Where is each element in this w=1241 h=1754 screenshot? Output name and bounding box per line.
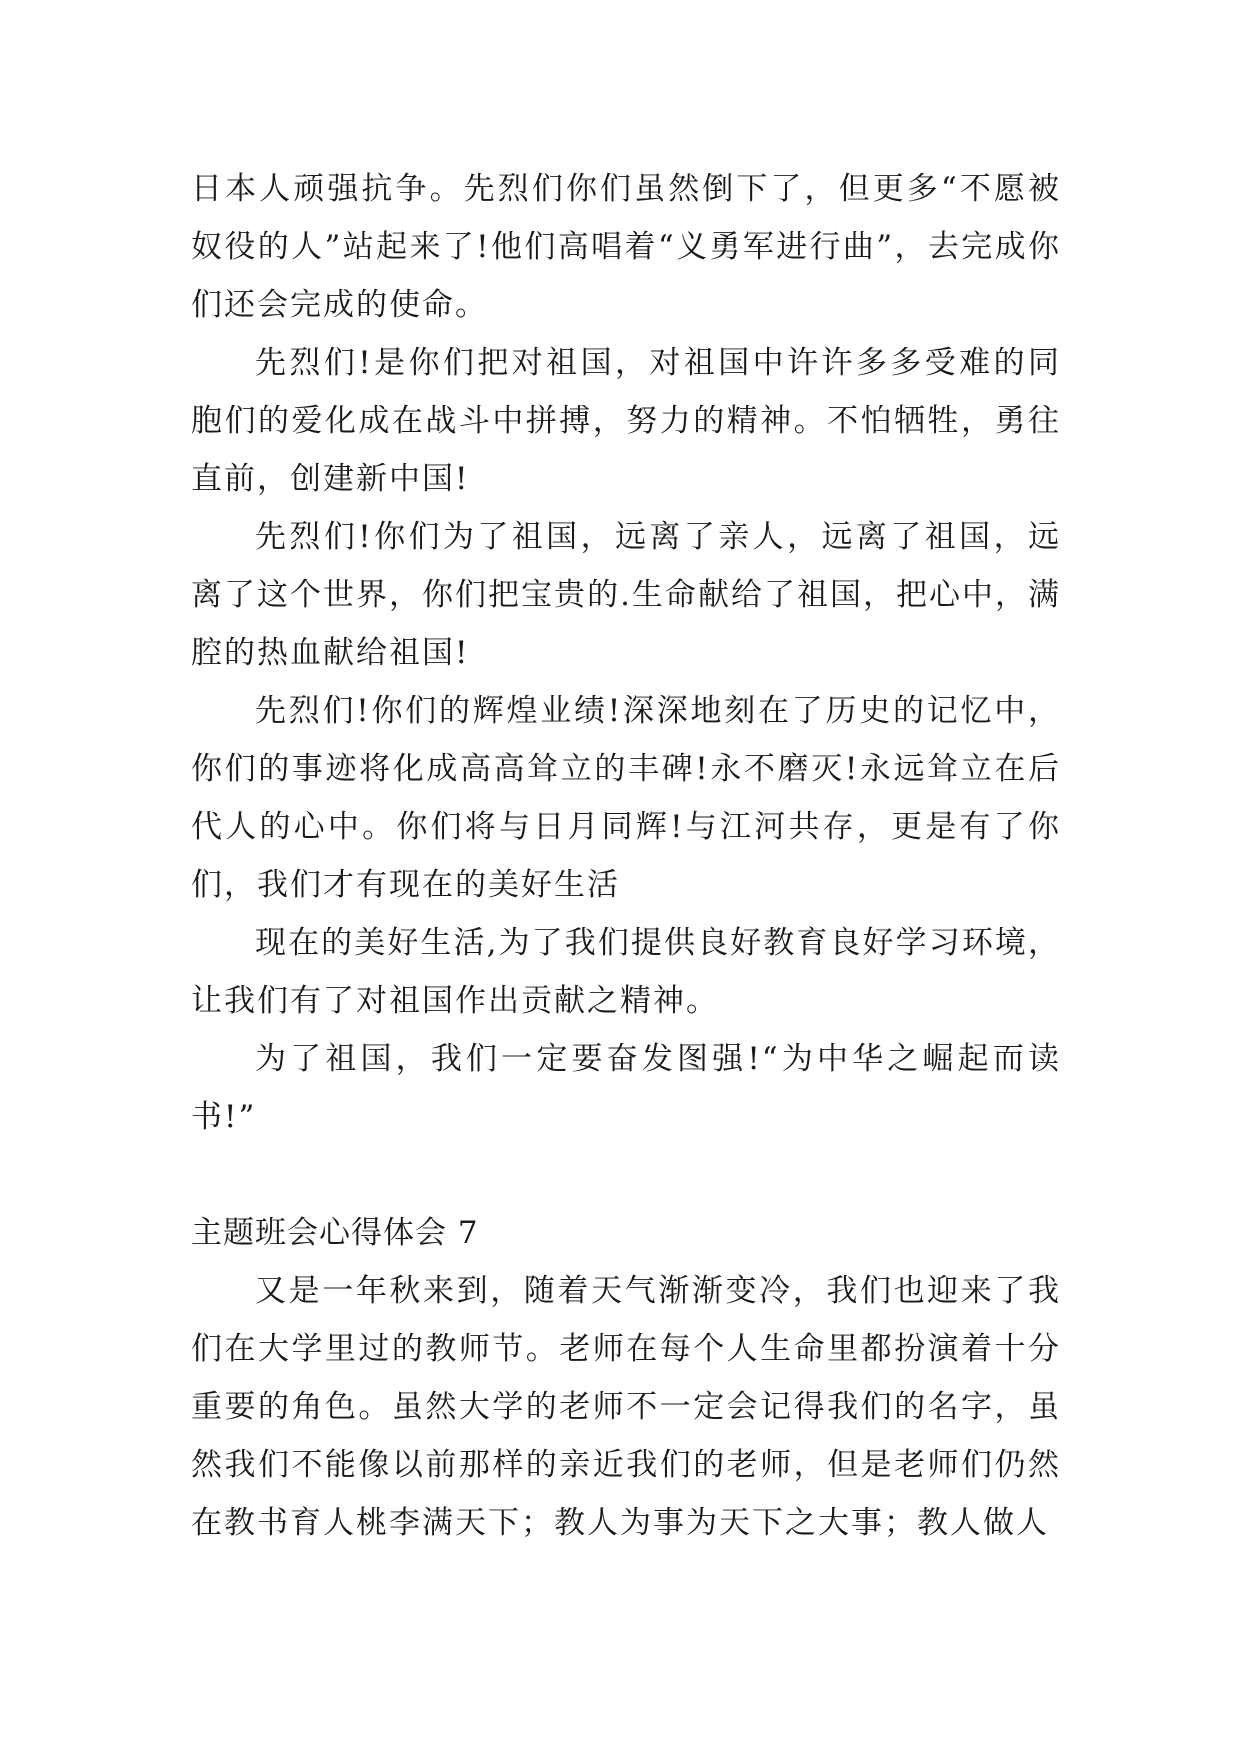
paragraph-3: 先烈们!你们为了祖国，远离了亲人，远离了祖国，远离了这个世界，你们把宝贵的.生命献给了祖国，把心中，满腔的热血献给祖国! (191, 519, 1061, 671)
paragraph-1: 日本人顽强抗争。先烈们你们虽然倒下了，但更多“不愿被奴役的人”站起来了!他们高唱着“义勇军进行曲”，去完成你们还会完成的使命。 (191, 171, 1061, 323)
document-body (191, 160, 1061, 1552)
paragraph-5: 现在的美好生活,为了我们提供良好教育良好学习环境，让我们有了对祖国作出贡献之精神。 (191, 925, 1061, 1019)
paragraph-7: 又是一年秋来到，随着天气渐渐变冷，我们也迎来了我们在大学里过的教师节。老师在每个人生命里都扮演着十分重要的角色。虽然大学的老师不一定会记得我们的名字，虽然我们不能像以前那样的亲近我们的老师，但是老师们仍然在教书育人桃李满天下；教人为事为天下之大事；教人做人 (191, 1273, 1061, 1541)
paragraph-4: 先烈们!你们的辉煌业绩!深深地刻在了历史的记忆中，你们的事迹将化成高高耸立的丰碑!永不磨灭!永远耸立在后代人的心中。你们将与日月同辉!与江河共存，更是有了你们，我们才有现在的美好生活 (191, 693, 1061, 903)
paragraph-6: 为了祖国，我们一定要奋发图强!“为中华之崛起而读书!” (191, 1041, 1061, 1135)
section-heading: 主题班会心得体会 7 (191, 1215, 479, 1251)
paragraph-2: 先烈们!是你们把对祖国，对祖国中许许多多受难的同胞们的爱化成在战斗中拼搏，努力的精神。不怕牺牲，勇往直前，创建新中国! (191, 345, 1061, 497)
